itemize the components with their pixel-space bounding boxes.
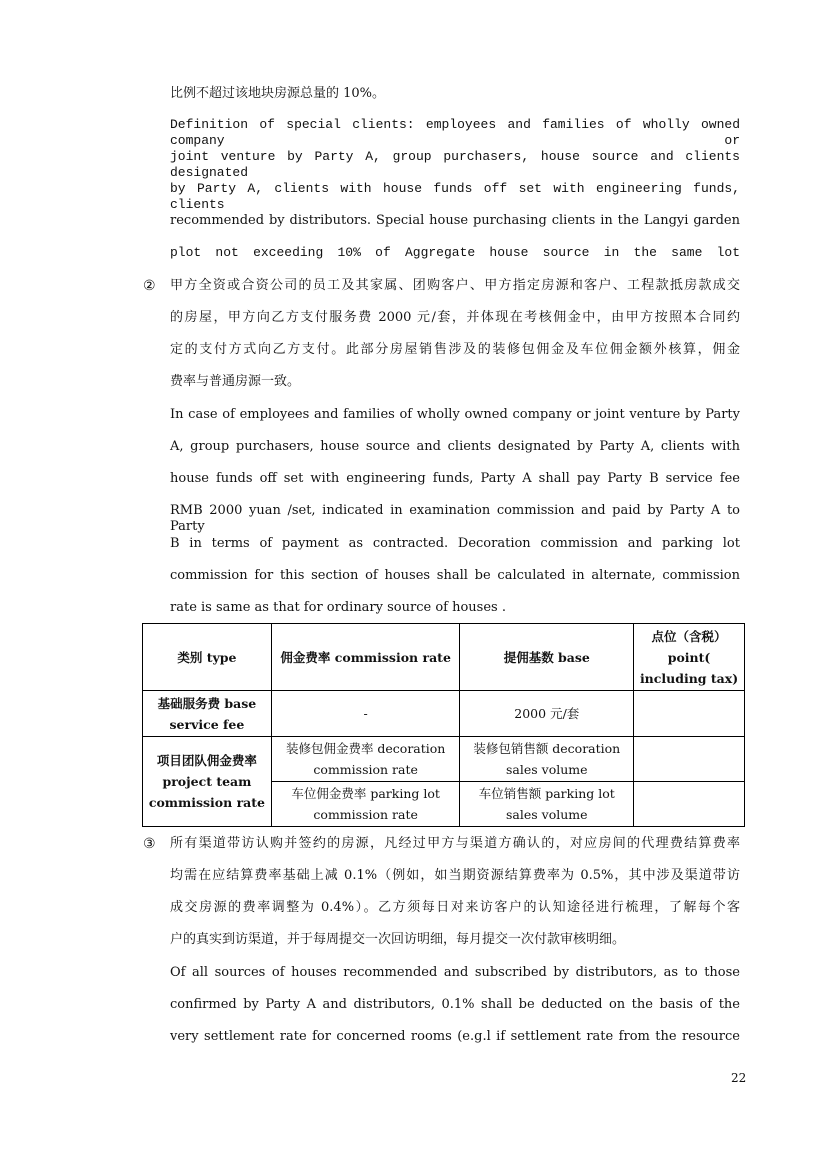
cell-rate-parking: [271, 782, 460, 827]
cell-line: sales volume: [506, 807, 588, 822]
item2-cn-line: 定的支付方式向乙方支付。此部分房屋销售涉及的装修包佣金及车位佣金额外核算，佣金: [170, 342, 740, 357]
list-marker-2: ②: [143, 278, 156, 294]
cell-line: service fee: [169, 716, 245, 732]
item2-en-line: B in terms of payment as contracted. Decoration commission and parking lot: [170, 536, 740, 551]
item3-en-line: very settlement rate for concerned rooms (e.g.l if settlement rate from the resource: [170, 1029, 740, 1044]
item3-cn-line: 户的真实到访渠道，并于每周提交一次回访明细，每月提交一次付款审核明细。: [170, 932, 626, 947]
item2-cn-line: 的房屋，甲方向乙方支付服务费 2000 元/套，并体现在考核佣金中，由甲方按照本合同约: [170, 310, 740, 325]
cell-point-decoration: [634, 737, 745, 782]
header-base: 提佣基数 base: [460, 624, 634, 691]
paragraph-en-line: plot not exceeding 10% of Aggregate house source in the same lot: [170, 245, 740, 260]
item3-en-line: Of all sources of houses recommended and subscribed by distributors, as to those: [170, 965, 740, 980]
cell-line: commission rate: [313, 807, 418, 822]
cell-line: 项目团队佣金费率: [156, 753, 257, 768]
item2-en-line: RMB 2000 yuan /set, indicated in examination commission and paid by Party A to Party: [170, 503, 740, 534]
cell-line: project team: [162, 774, 252, 789]
header-commission-rate: 佣金费率 commission rate: [271, 624, 460, 691]
item3-en-line: confirmed by Party A and distributors, 0.1% shall be deducted on the basis of the: [170, 997, 740, 1012]
cell-line: commission rate: [148, 795, 265, 810]
cell-point: [634, 691, 745, 737]
header-point-line: point(: [667, 649, 711, 665]
header-point: [634, 624, 745, 691]
table-header-row: [143, 624, 745, 691]
paragraph-en-line: recommended by distributors. Special house purchasing clients in the Langyi garden: [170, 213, 740, 228]
cell-rate-decoration: [271, 737, 460, 782]
cell-rate: -: [271, 691, 460, 737]
item3-cn-line: 所有渠道带访认购并签约的房源，凡经过甲方与渠道方确认的，对应房间的代理费结算费率: [170, 836, 740, 851]
header-point-line: including tax): [639, 670, 739, 686]
item2-en-line: house funds off set with engineering funds, Party A shall pay Party B service fee: [170, 471, 740, 486]
cell-base: 2000 元/套: [460, 691, 634, 737]
cell-line: sales volume: [506, 762, 588, 777]
cell-point-parking: [634, 782, 745, 827]
item2-en-line: A, group purchasers, house source and clients designated by Party A, clients with: [170, 439, 740, 454]
cell-line: 基础服务费 base: [157, 695, 257, 711]
header-point-line: 点位（含税）: [651, 628, 727, 644]
item3-cn-line: 成交房源的费率调整为 0.4%）。乙方须每日对来访客户的认知途径进行梳理，了解每个客: [170, 900, 740, 915]
header-type: 类别 type: [143, 624, 272, 691]
item2-en-line: commission for this section of houses shall be calculated in alternate, commission: [170, 568, 740, 583]
item2-en-line: In case of employees and families of wholly owned company or joint venture by Party: [170, 407, 740, 422]
paragraph-cn-tail: 比例不超过该地块房源总量的 10%。: [170, 86, 386, 101]
paragraph-en-line: by Party A, clients with house funds off set with engineering funds, clients: [170, 181, 740, 212]
item3-cn-line: 均需在应结算费率基础上减 0.1%（例如，如当期资源结算费率为 0.5%，其中涉及渠道带访: [170, 868, 740, 883]
paragraph-en-line: Definition of special clients: employees and families of wholly owned company or: [170, 117, 740, 148]
cell-type: [143, 691, 272, 737]
cell-line: 车位佣金费率 parking lot: [291, 786, 440, 801]
item2-en-line: rate is same as that for ordinary source of houses .: [170, 600, 506, 615]
item2-cn-line: 费率与普通房源一致。: [170, 374, 301, 389]
cell-base-parking: [460, 782, 634, 827]
cell-line: 车位销售额 parking lot: [478, 786, 615, 801]
cell-type-team: [143, 737, 272, 827]
item2-cn-line: 甲方全资或合资公司的员工及其家属、团购客户、甲方指定房源和客户、工程款抵房款成交: [170, 278, 740, 293]
list-marker-3: ③: [143, 836, 156, 852]
cell-line: 装修包佣金费率 decoration: [285, 741, 446, 756]
table-row-base-service: [143, 691, 745, 737]
commission-table: [142, 623, 745, 827]
paragraph-en-line: joint venture by Party A, group purchasers, house source and clients designated: [170, 149, 740, 180]
page-number: 22: [731, 1071, 747, 1085]
cell-base-decoration: [460, 737, 634, 782]
table-row-decoration: [143, 737, 745, 782]
cell-line: commission rate: [313, 762, 418, 777]
cell-line: 装修包销售额 decoration: [473, 741, 621, 756]
